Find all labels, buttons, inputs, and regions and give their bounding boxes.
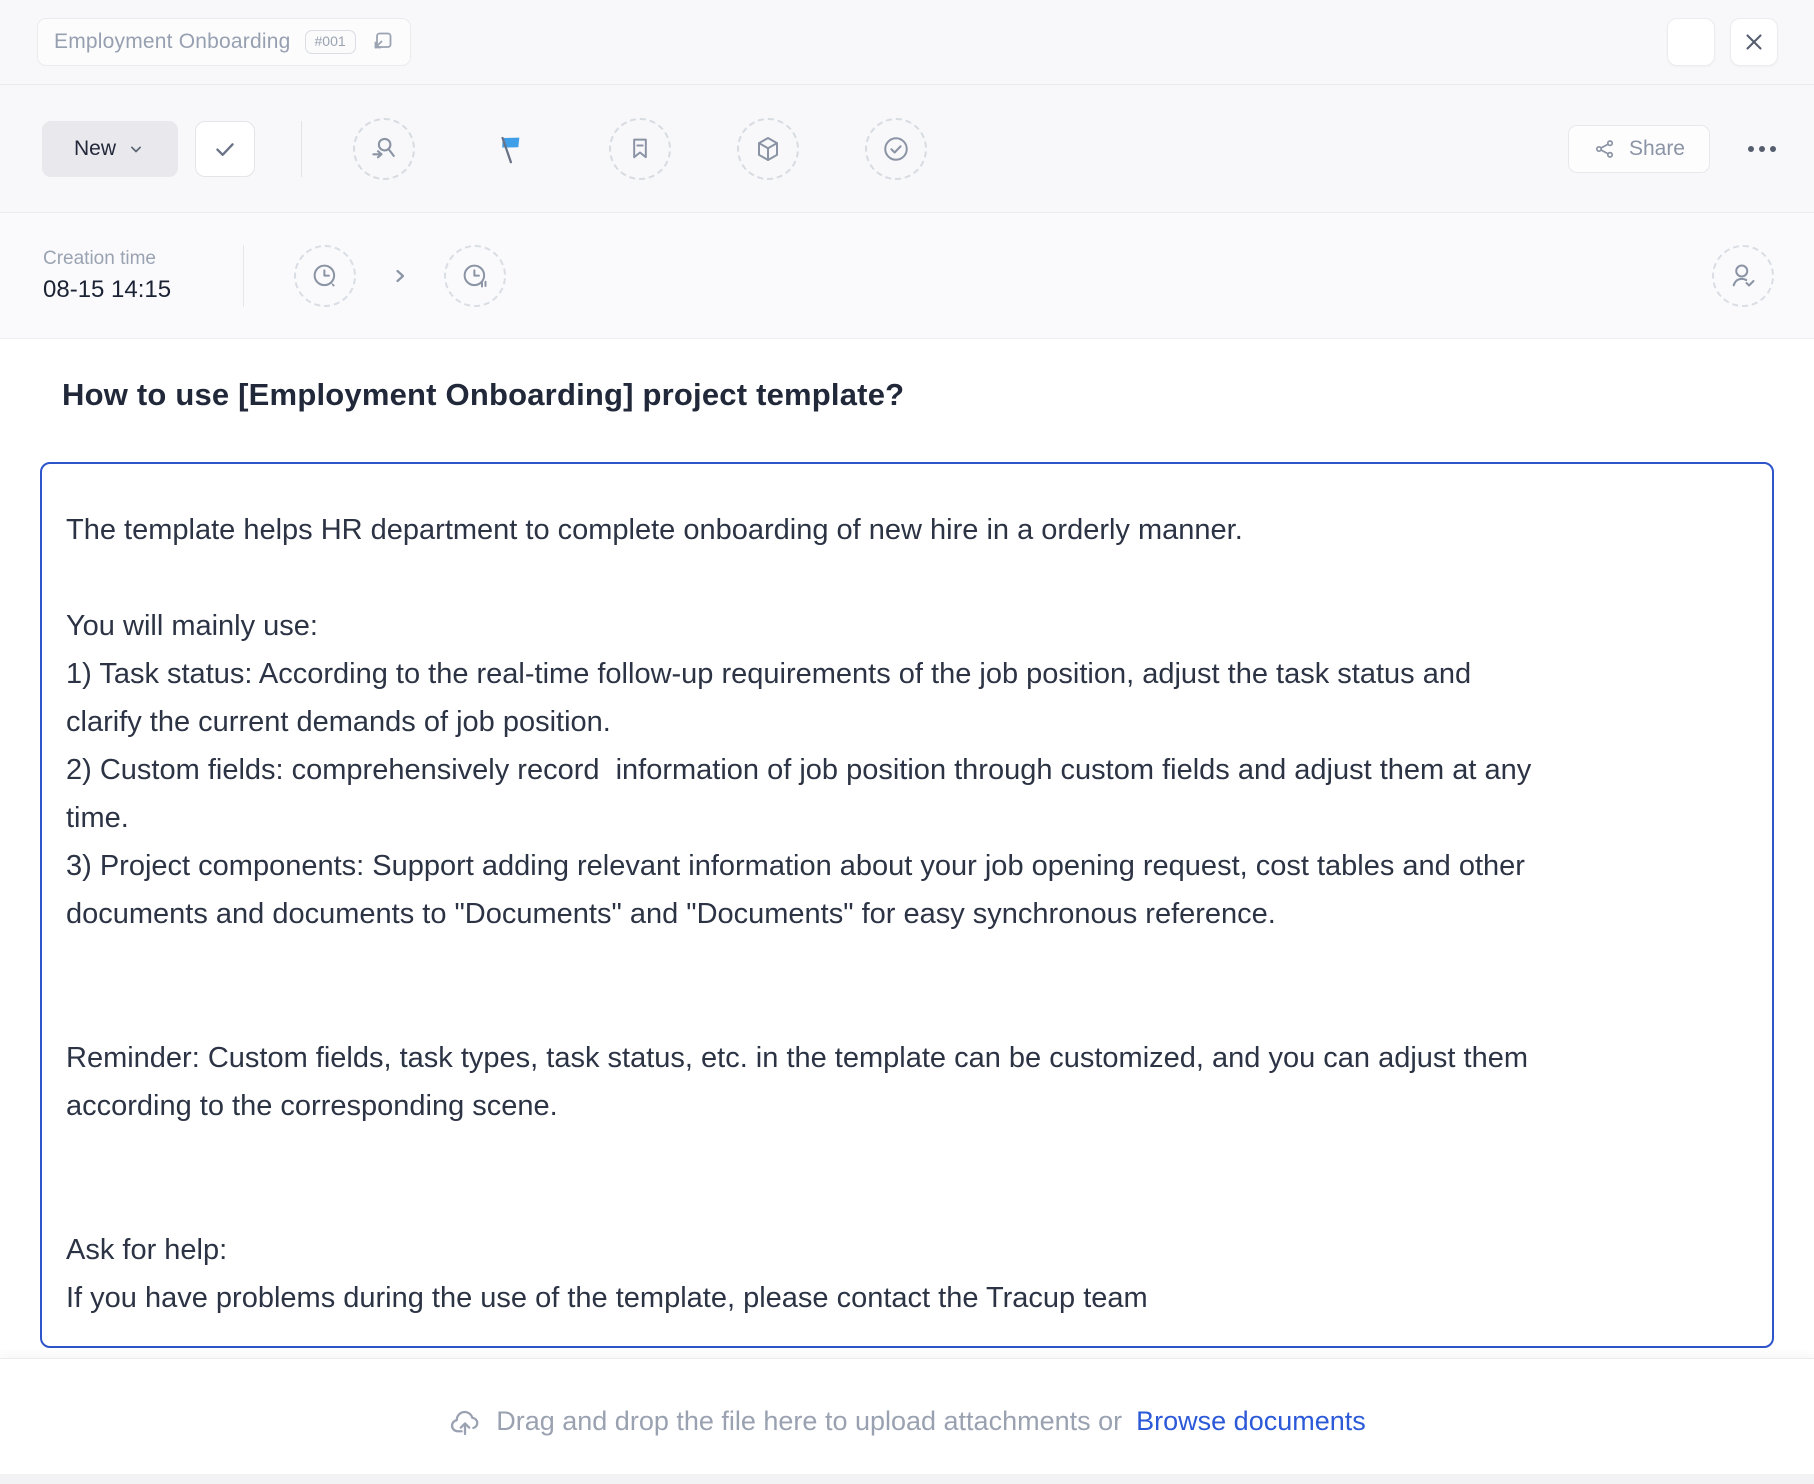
clock-pause-icon xyxy=(460,261,490,291)
attachment-dropzone[interactable] xyxy=(0,1358,1814,1484)
status-new-button[interactable] xyxy=(42,121,178,177)
doc-line: You will mainly use: xyxy=(66,610,318,642)
due-time-button[interactable] xyxy=(444,245,506,307)
doc-line: The template helps HR department to complete onboarding of new hire in a orderly manner. xyxy=(66,514,1243,546)
flag-icon xyxy=(492,129,531,168)
doc-line: Ask for help: xyxy=(66,1234,228,1266)
meta-bar xyxy=(0,213,1814,339)
person-check-icon xyxy=(1728,261,1758,291)
doc-line: according to the corresponding scene. xyxy=(66,1090,558,1122)
document-area xyxy=(0,339,1814,1358)
doc-line: documents and documents to "Documents" and "Documents" for easy synchronous reference. xyxy=(66,898,1276,930)
doc-line xyxy=(66,986,1744,1034)
cube-icon xyxy=(753,134,783,164)
toolbar xyxy=(0,85,1814,213)
task-title-field[interactable] xyxy=(37,18,411,66)
creation-time-label: Creation time xyxy=(43,247,156,269)
check-icon xyxy=(211,135,239,163)
doc-line: 1) Task status: According to the real-time follow-up requirements of the job position, adjust the task status and xyxy=(66,658,1472,690)
doc-line: If you have problems during the use of the template, please contact the Tracup team xyxy=(66,1282,1148,1314)
creation-time-block xyxy=(43,248,203,304)
browse-documents-link[interactable]: Browse documents xyxy=(1136,1406,1366,1436)
chevron-right-icon xyxy=(388,264,412,288)
toolbar-divider xyxy=(301,121,302,177)
title-bar xyxy=(0,0,1814,85)
reviewer-button[interactable] xyxy=(1712,245,1774,307)
doc-line: time. xyxy=(66,802,129,834)
doc-line: 2) Custom fields: comprehensively record information of job position through custom fields and adjust them at any xyxy=(66,754,1532,786)
share-button[interactable] xyxy=(1568,125,1710,173)
assign-user-button[interactable] xyxy=(353,118,415,180)
more-icon xyxy=(1748,146,1754,152)
cloud-upload-icon xyxy=(448,1405,482,1439)
bookmark-button[interactable] xyxy=(609,118,671,180)
priority-flag-button[interactable] xyxy=(481,118,543,180)
document-editor[interactable] xyxy=(40,462,1774,1348)
task-id-badge: #001 xyxy=(305,30,356,53)
meta-divider xyxy=(243,245,244,307)
task-type-button[interactable] xyxy=(865,118,927,180)
doc-line: clarify the current demands of job position. xyxy=(66,706,611,738)
close-button[interactable] xyxy=(1730,18,1778,66)
more-actions-button[interactable] xyxy=(1736,125,1788,173)
components-button[interactable] xyxy=(737,118,799,180)
status-new-label: New xyxy=(73,136,116,160)
dock-button[interactable] xyxy=(1667,18,1715,66)
task-title: Employment Onboarding xyxy=(54,30,291,53)
doc-line xyxy=(66,554,1744,602)
doc-line: 3) Project components: Support adding relevant information about your job opening request, cost tables and other xyxy=(66,850,1525,882)
clock-start-icon xyxy=(310,261,340,291)
share-icon xyxy=(1593,137,1617,161)
bottom-strip xyxy=(0,1474,1814,1484)
complete-task-button[interactable] xyxy=(195,121,255,177)
open-in-window-icon[interactable] xyxy=(370,30,394,54)
doc-line: Reminder: Custom fields, task types, task status, etc. in the template can be customized, and you can adjust them xyxy=(66,1042,1528,1074)
creation-time-value: 08-15 14:15 xyxy=(43,275,172,303)
assign-user-icon xyxy=(369,134,399,164)
check-circle-icon xyxy=(881,134,911,164)
doc-line xyxy=(66,938,1744,986)
drag-drop-text: Drag and drop the file here to upload attachments or xyxy=(496,1406,1123,1436)
document-title: How to use [Employment Onboarding] project template? xyxy=(62,377,905,412)
bookmark-icon xyxy=(626,135,654,163)
chevron-down-icon xyxy=(126,139,146,159)
doc-line xyxy=(66,1178,1744,1226)
doc-line xyxy=(66,1130,1744,1178)
share-label: Share xyxy=(1628,136,1685,160)
start-time-button[interactable] xyxy=(294,245,356,307)
